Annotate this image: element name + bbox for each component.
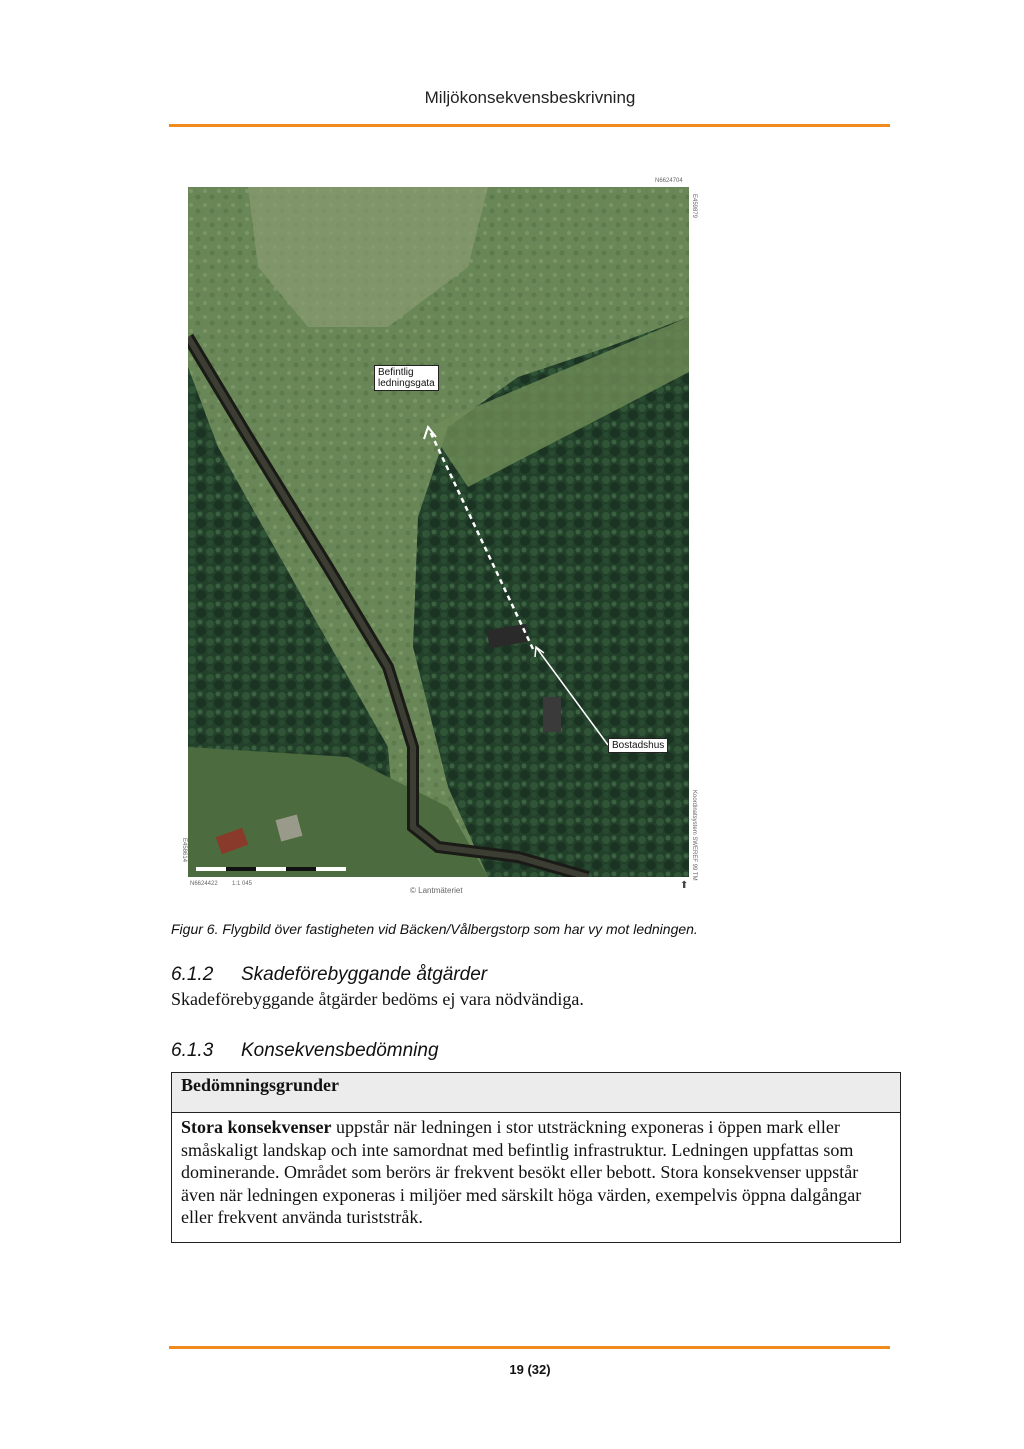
section-heading-612 xyxy=(171,964,487,986)
footer-rule xyxy=(169,1346,890,1349)
section-number: 6.1.2 xyxy=(171,964,214,985)
box-body xyxy=(172,1113,900,1232)
aerial-photo xyxy=(188,187,689,877)
section-heading-613 xyxy=(171,1040,439,1062)
coord-right-top: E459879 xyxy=(691,194,697,219)
box-bold-lead: Stora konsekvenser xyxy=(181,1117,332,1137)
coord-bottom-left: N6624422 xyxy=(190,881,218,887)
label-existing-line xyxy=(374,365,439,391)
label-existing-line-2: ledningsgata xyxy=(378,378,435,389)
assessment-criteria-box xyxy=(171,1072,901,1243)
box-heading: Bedömningsgrunder xyxy=(172,1073,900,1113)
label-residence: Bostadshus xyxy=(608,738,668,753)
page-number: 19 (32) xyxy=(509,1362,551,1377)
box-text: uppstår när ledningen i stor utsträckning exponeras i öppen mark eller småskaligt landskap och inte samordnat med befintlig infrastruktur. Ledningen uppfattas som dominerande. Området som berörs är frekvent besökt eller bebott. Stora konsekvenser uppstår även när ledningen exponeras i miljöer med särskilt höga värden, exempelvis öppna dalgångar eller frekvent använda turiststråk. xyxy=(181,1117,862,1228)
section-title: Konsekvensbedömning xyxy=(241,1040,439,1061)
north-arrow-icon: ⬆ xyxy=(680,880,689,891)
section-612-text: Skadeförebyggande åtgärder bedöms ej vara nödvändiga. xyxy=(171,989,584,1009)
coord-system-label: Koordinatsystem SWEREF 99 TM xyxy=(691,790,697,881)
header-rule xyxy=(169,124,890,127)
figure-caption: Figur 6. Flygbild över fastigheten vid Bäcken/Vålbergstorp som har vy mot ledningen. xyxy=(171,921,698,937)
section-number: 6.1.3 xyxy=(171,1040,214,1061)
coord-left-bottom: E458614 xyxy=(181,838,187,863)
label-existing-line-1: Befintlig xyxy=(378,367,414,378)
map-credit: © Lantmäteriet xyxy=(410,886,463,895)
map-scale: 1:1 045 xyxy=(232,881,253,887)
page-header-title: Miljökonsekvensbeskrivning xyxy=(424,88,636,107)
section-title: Skadeförebyggande åtgärder xyxy=(241,964,488,985)
aerial-photo-image xyxy=(188,187,689,877)
coord-top-right: N6624704 xyxy=(655,178,683,184)
